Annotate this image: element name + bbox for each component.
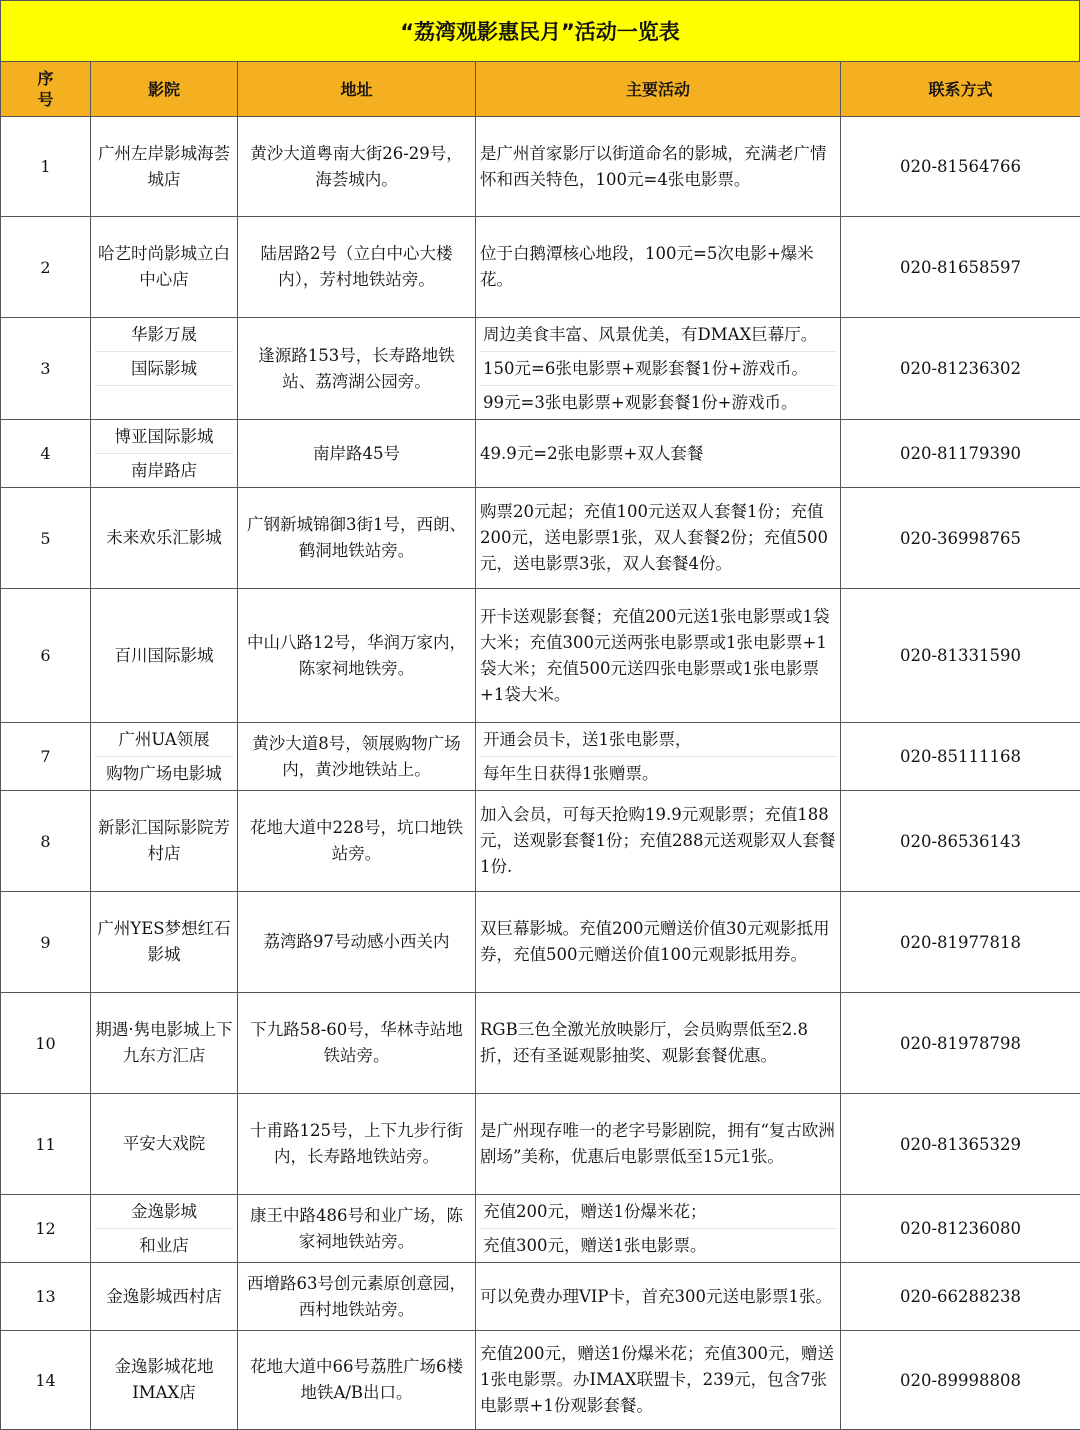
sheet-title: “荔湾观影惠民月”活动一览表	[0, 0, 1080, 62]
cinema-name	[91, 420, 238, 488]
col-header-cinema: 影院	[91, 62, 238, 117]
cinema-name: 未来欢乐汇影城	[91, 488, 238, 589]
cinema-name-line: 和业店	[95, 1228, 233, 1262]
cinema-address: 下九路58-60号，华林寺站地铁站旁。	[238, 993, 476, 1094]
cinema-address: 中山八路12号，华润万家内，陈家祠地铁旁。	[238, 589, 476, 723]
cinema-address: 广钢新城锦御3街1号，西朗、鹤洞地铁站旁。	[238, 488, 476, 589]
cinema-name: 新影汇国际影院芳村店	[91, 791, 238, 892]
contact-phone: 020-81564766	[841, 117, 1080, 217]
row-number: 13	[1, 1263, 91, 1331]
col-header-contact: 联系方式	[841, 62, 1080, 117]
row-number: 5	[1, 488, 91, 589]
activity-line: 99元=3张电影票+观影套餐1份+游戏币。	[480, 385, 836, 419]
table-row	[1, 420, 1080, 488]
contact-phone: 020-81977818	[841, 892, 1080, 993]
row-number: 2	[1, 217, 91, 318]
activity-line: 充值300元，赠送1张电影票。	[480, 1228, 836, 1262]
row-number: 9	[1, 892, 91, 993]
cinema-name-line: 购物广场电影城	[95, 756, 233, 790]
activity-text: 加入会员，可每天抢购19.9元观影票；充值188元，送观影套餐1份；充值288元送观影双人套餐1份.	[476, 791, 841, 892]
cinema-name: 期遇·隽电影城上下九东方汇店	[91, 993, 238, 1094]
cinema-address: 花地大道中228号，坑口地铁站旁。	[238, 791, 476, 892]
contact-phone: 020-89998808	[841, 1331, 1080, 1430]
cinema-name: 广州YES梦想红石影城	[91, 892, 238, 993]
table-row	[1, 589, 1080, 723]
cinema-name-line: 国际影城	[95, 351, 233, 385]
activity-text: 是广州首家影厅以街道命名的影城，充满老广情怀和西关特色，100元=4张电影票。	[476, 117, 841, 217]
activity-text: 双巨幕影城。充值200元赠送价值30元观影抵用券，充值500元赠送价值100元观影抵用券。	[476, 892, 841, 993]
contact-phone: 020-81331590	[841, 589, 1080, 723]
contact-phone: 020-81236302	[841, 318, 1080, 420]
row-number: 11	[1, 1094, 91, 1195]
cinema-name: 金逸影城西村店	[91, 1263, 238, 1331]
table-row	[1, 1094, 1080, 1195]
cinema-name: 广州左岸影城海荟城店	[91, 117, 238, 217]
activity-line: 150元=6张电影票+观影套餐1份+游戏币。	[480, 351, 836, 385]
table-row	[1, 1331, 1080, 1430]
contact-phone: 020-81978798	[841, 993, 1080, 1094]
table-row	[1, 318, 1080, 420]
cinema-address: 陆居路2号（立白中心大楼内），芳村地铁站旁。	[238, 217, 476, 318]
cinema-address: 荔湾路97号动感小西关内	[238, 892, 476, 993]
cinema-name-line-empty	[95, 385, 233, 419]
activity-text: 开卡送观影套餐；充值200元送1张电影票或1袋大米；充值300元送两张电影票或1张电影票+1袋大米；充值500元送四张电影票或1张电影票+1袋大米。	[476, 589, 841, 723]
cinema-name	[91, 318, 238, 420]
col-header-activity: 主要活动	[476, 62, 841, 117]
row-number: 3	[1, 318, 91, 420]
table-row	[1, 791, 1080, 892]
cinema-address: 花地大道中66号荔胜广场6楼地铁A/B出口。	[238, 1331, 476, 1430]
table-row	[1, 892, 1080, 993]
contact-phone: 020-66288238	[841, 1263, 1080, 1331]
row-number: 1	[1, 117, 91, 217]
activity-table	[0, 61, 1080, 1430]
table-row	[1, 1195, 1080, 1263]
cinema-name: 哈艺时尚影城立白中心店	[91, 217, 238, 318]
cinema-name: 平安大戏院	[91, 1094, 238, 1195]
contact-phone: 020-81236080	[841, 1195, 1080, 1263]
row-number: 4	[1, 420, 91, 488]
table-row	[1, 1263, 1080, 1331]
row-number: 10	[1, 993, 91, 1094]
cinema-address: 黄沙大道8号，领展购物广场内，黄沙地铁站上。	[238, 723, 476, 791]
cinema-name	[91, 1195, 238, 1263]
contact-phone: 020-81179390	[841, 420, 1080, 488]
contact-phone: 020-85111168	[841, 723, 1080, 791]
table-row	[1, 723, 1080, 791]
activity-text: 购票20元起；充值100元送双人套餐1份；充值200元，送电影票1张，双人套餐2份；充值500元，送电影票3张，双人套餐4份。	[476, 488, 841, 589]
table-row	[1, 117, 1080, 217]
activity-line: 周边美食丰富、风景优美，有DMAX巨幕厅。	[480, 318, 836, 351]
row-number: 12	[1, 1195, 91, 1263]
cinema-name	[91, 723, 238, 791]
cinema-address: 南岸路45号	[238, 420, 476, 488]
cinema-name-line: 南岸路店	[95, 453, 233, 487]
cinema-address: 黄沙大道粤南大街26-29号，海荟城内。	[238, 117, 476, 217]
cinema-address: 西增路63号创元素原创意园，西村地铁站旁。	[238, 1263, 476, 1331]
row-number: 7	[1, 723, 91, 791]
activity-line: 充值200元，赠送1份爆米花；	[480, 1195, 836, 1228]
contact-phone: 020-81365329	[841, 1094, 1080, 1195]
activity-text: 位于白鹅潭核心地段，100元=5次电影+爆米花。	[476, 217, 841, 318]
activity-text	[476, 1195, 841, 1263]
activity-text	[476, 723, 841, 791]
activity-text: 可以免费办理VIP卡，首充300元送电影票1张。	[476, 1263, 841, 1331]
activity-text: 充值200元，赠送1份爆米花；充值300元，赠送1张电影票。办IMAX联盟卡，239元，包含7张电影票+1份观影套餐。	[476, 1331, 841, 1430]
activity-text: 49.9元=2张电影票+双人套餐	[476, 420, 841, 488]
table-row	[1, 217, 1080, 318]
row-number: 14	[1, 1331, 91, 1430]
activity-text: RGB三色全激光放映影厅，会员购票低至2.8折，还有圣诞观影抽奖、观影套餐优惠。	[476, 993, 841, 1094]
cinema-name-line: 华影万晟	[95, 318, 233, 351]
activity-text	[476, 318, 841, 420]
contact-phone: 020-86536143	[841, 791, 1080, 892]
col-header-address: 地址	[238, 62, 476, 117]
activity-line: 开通会员卡，送1张电影票，	[480, 723, 836, 756]
cinema-name-line: 博亚国际影城	[95, 420, 233, 453]
cinema-name-line: 金逸影城	[95, 1195, 233, 1228]
table-row	[1, 993, 1080, 1094]
cinema-address: 逢源路153号，长寿路地铁站、荔湾湖公园旁。	[238, 318, 476, 420]
activity-line: 每年生日获得1张赠票。	[480, 756, 836, 790]
contact-phone: 020-36998765	[841, 488, 1080, 589]
row-number: 6	[1, 589, 91, 723]
cinema-address: 康王中路486号和业广场，陈家祠地铁站旁。	[238, 1195, 476, 1263]
cinema-name: 金逸影城花地IMAX店	[91, 1331, 238, 1430]
col-header-no: 序 号	[1, 62, 91, 117]
activity-text: 是广州现存唯一的老字号影剧院，拥有“复古欧洲剧场”美称，优惠后电影票低至15元1张。	[476, 1094, 841, 1195]
cinema-name-line: 广州UA领展	[95, 723, 233, 756]
cinema-name: 百川国际影城	[91, 589, 238, 723]
header-row	[1, 62, 1080, 117]
row-number: 8	[1, 791, 91, 892]
cinema-address: 十甫路125号，上下九步行街内，长寿路地铁站旁。	[238, 1094, 476, 1195]
table-row	[1, 488, 1080, 589]
contact-phone: 020-81658597	[841, 217, 1080, 318]
